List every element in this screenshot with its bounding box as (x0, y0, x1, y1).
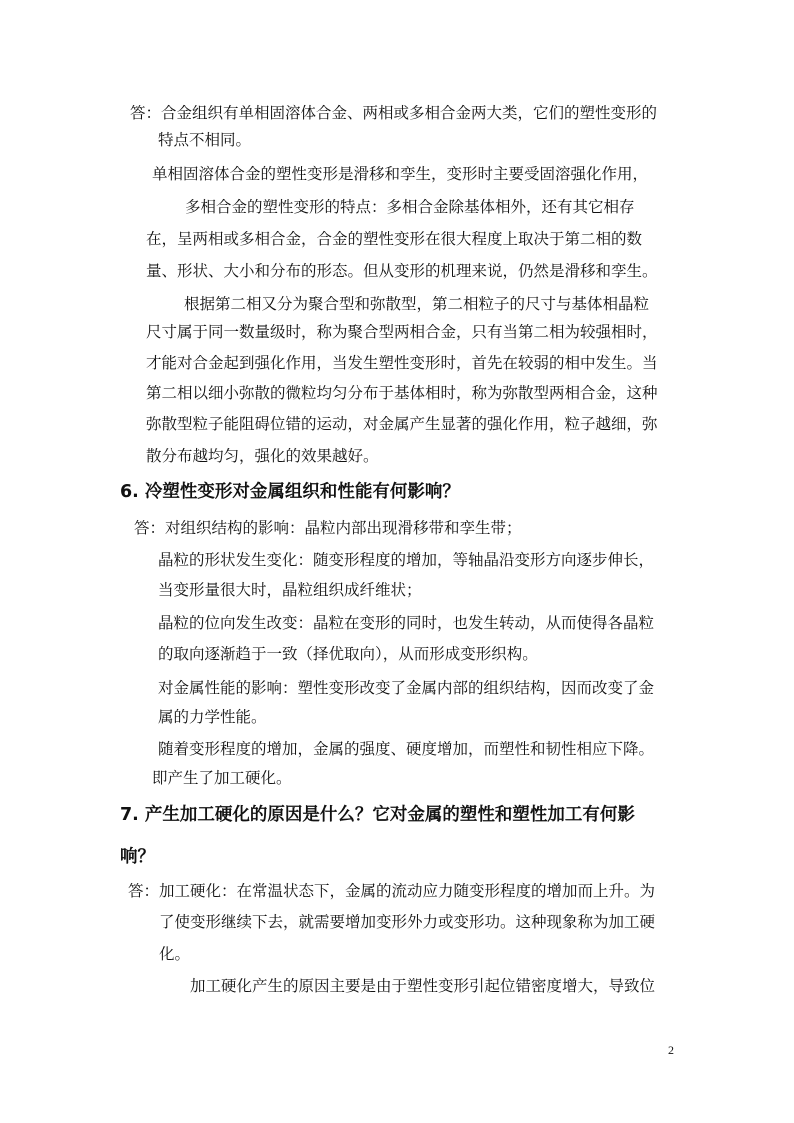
question-7-heading-line-2: 响？ (120, 847, 155, 867)
answer-7-line-2: 了使变形继续下去，就需要增加变形外力或变形功。这种现象称为加工硬 (159, 913, 656, 931)
answer-5-line-4: 多相合金的塑性变形的特点：多相合金除基体相外，还有其它相存 (185, 198, 635, 216)
answer-6-line-4: 晶粒的位向发生改变：晶粒在变形的同时，也发生转动，从而使得各晶粒 (158, 614, 655, 632)
answer-6-line-5: 的取向逐渐趋于一致（择优取向），从而形成变形织构。 (158, 645, 538, 663)
answer-6-line-2: 晶粒的形状发生变化：随变形程度的增加，等轴晶沿变形方向逐步伸长， (158, 551, 655, 569)
answer-5-line-7: 根据第二相又分为聚合型和弥散型，第二相粒子的尺寸与基体相晶粒 (184, 295, 650, 313)
answer-7-line-4: 加工硬化产生的原因主要是由于塑性变形引起位错密度增大，导致位 (190, 977, 656, 995)
question-6-heading: 6. 冷塑性变形对金属组织和性能有何影响？ (120, 482, 460, 502)
answer-5-line-6: 量、形状、大小和分布的形态。但从变形的机理来说，仍然是滑移和孪生。 (146, 262, 658, 280)
answer-5-line-11: 弥散型粒子能阻碍位错的运动，对金属产生显著的强化作用，粒子越细，弥 (146, 415, 658, 433)
answer-5-line-8: 尺寸属于同一数量级时，称为聚合型两相合金，只有当第二相为较强相时， (146, 323, 658, 341)
answer-6-line-8: 随着变形程度的增加，金属的强度、硬度增加，而塑性和韧性相应下降。 (158, 740, 655, 758)
answer-6-line-9: 即产生了加工硬化。 (152, 769, 292, 787)
answer-5-line-12: 散分布越均匀，强化的效果越好。 (146, 447, 379, 465)
answer-5-line-3: 单相固溶体合金的塑性变形是滑移和孪生，变形时主要受固溶强化作用， (152, 165, 649, 183)
answer-5-line-2: 特点不相同。 (158, 131, 252, 149)
answer-5-line-9: 才能对合金起到强化作用，当发生塑性变形时，首先在较弱的相中发生。当 (146, 354, 658, 372)
question-7-heading-line-1: 7. 产生加工硬化的原因是什么？它对金属的塑性和塑性加工有何影 (120, 805, 635, 825)
answer-6-line-7: 属的力学性能。 (158, 708, 267, 726)
answer-5-line-1: 答：合金组织有单相固溶体合金、两相或多相合金两大类，它们的塑性变形的 (130, 104, 658, 122)
answer-6-line-3: 当变形量很大时，晶粒组织成纤维状； (158, 581, 422, 599)
answer-5-line-5: 在，呈两相或多相合金，合金的塑性变形在很大程度上取决于第二相的数 (146, 230, 643, 248)
answer-5-line-10: 第二相以细小弥散的微粒均匀分布于基体相时，称为弥散型两相合金，这种 (146, 384, 658, 402)
answer-7-line-1: 答：加工硬化：在常温状态下，金属的流动应力随变形程度的增加而上升。为 (128, 882, 656, 900)
answer-6-line-1: 答：对组织结构的影响：晶粒内部出现滑移带和孪生带； (134, 519, 522, 537)
answer-6-line-6: 对金属性能的影响：塑性变形改变了金属内部的组织结构，因而改变了金 (158, 679, 655, 697)
page-number: 2 (668, 1043, 674, 1057)
answer-7-line-3: 化。 (159, 945, 191, 963)
